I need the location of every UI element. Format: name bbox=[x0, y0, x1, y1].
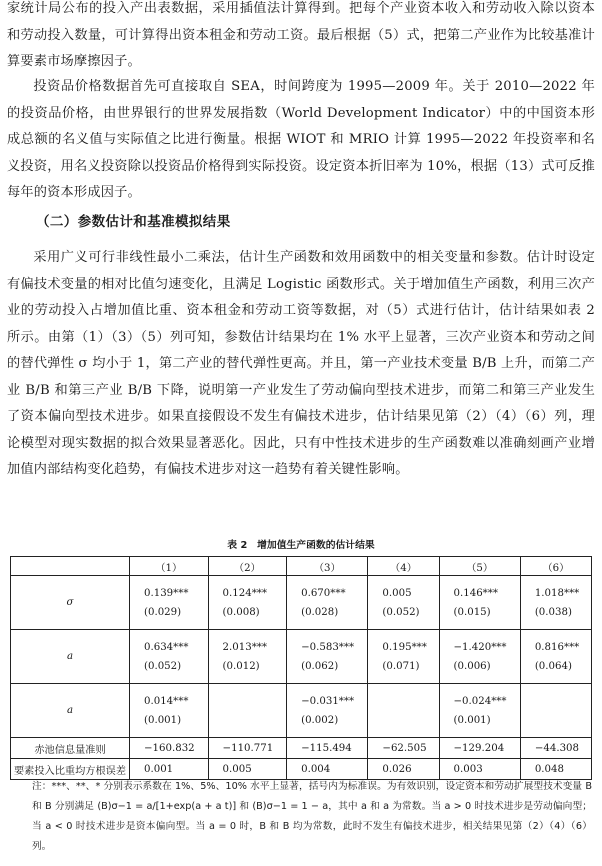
std-error: (0.015) bbox=[453, 606, 491, 618]
paragraph-2 bbox=[7, 74, 595, 207]
table-caption: 表 2 增加值生产函数的估计结果 bbox=[227, 540, 375, 551]
estimation-table bbox=[10, 556, 592, 780]
table-cell: −110.771 bbox=[208, 738, 287, 759]
table-cell bbox=[439, 630, 520, 684]
row-label-sigma: σ bbox=[11, 576, 130, 630]
paragraph-1 bbox=[7, 0, 595, 76]
coef: −0.583*** bbox=[301, 641, 355, 653]
coef: 0.670*** bbox=[301, 587, 346, 599]
table-cell bbox=[287, 576, 368, 630]
table-cell-empty bbox=[520, 684, 591, 738]
coef: 0.139*** bbox=[144, 587, 189, 599]
table-cell bbox=[130, 576, 209, 630]
header-empty-cell bbox=[11, 557, 130, 576]
coef: 2.013*** bbox=[222, 641, 267, 653]
table-cell: −62.505 bbox=[368, 738, 439, 759]
header-col-3: （3） bbox=[287, 557, 368, 576]
table-cell: −44.308 bbox=[520, 738, 591, 759]
table-cell bbox=[439, 576, 520, 630]
table-cell bbox=[520, 576, 591, 630]
table-cell bbox=[208, 630, 287, 684]
table-cell bbox=[520, 630, 591, 684]
std-error: (0.064) bbox=[534, 660, 572, 672]
std-error: (0.052) bbox=[144, 660, 182, 672]
coef: 0.005 bbox=[382, 587, 412, 599]
table-cell bbox=[130, 684, 209, 738]
std-error: (0.001) bbox=[144, 714, 182, 726]
table-note-text: 注：***、**、* 分别表示系数在 1%、5%、10% 水平上显著，括号内为标准误。为有效识别，设定资本和劳动扩展型技术变量 B 和 B 分别满足 (B)σ−1 = a/[1+exp(a + a t)] 和 (B)σ−1 = 1 − a，其中 a 和 a 为常数。当 a > 0 时技术进步是劳动偏向型；当 a < 0 时技术进步是资本偏向型。当 a = 0 时，B 和 B 均为常数，此时不发生有偏技术进步，相关结果见第（2）（4）（6）列。 bbox=[32, 781, 592, 852]
std-error: (0.012) bbox=[222, 660, 260, 672]
header-col-2: （2） bbox=[208, 557, 287, 576]
row-label-a2: a bbox=[11, 684, 130, 738]
table-cell bbox=[130, 630, 209, 684]
table-cell: −129.204 bbox=[439, 738, 520, 759]
table-row bbox=[11, 738, 592, 759]
std-error: (0.006) bbox=[453, 660, 491, 672]
std-error: (0.002) bbox=[301, 714, 339, 726]
row-label-a1: a bbox=[11, 630, 130, 684]
table-cell bbox=[208, 576, 287, 630]
row-label-aic: 赤池信息量准则 bbox=[11, 738, 130, 759]
table-note bbox=[32, 777, 592, 857]
std-error: (0.062) bbox=[301, 660, 339, 672]
std-error: (0.028) bbox=[301, 606, 339, 618]
paragraph-2-text: 投资品价格数据首先可直接取自 SEA，时间跨度为 1995—2009 年。关于 2010—2022 年的投资品价格，由世界银行的世界发展指数（World Development Indicator）中的中国资本形成总额的名义值与实际值之比进行衡量。根据 WIOT 和 MRIO 计算 1995—2022 年投资率和名义投资，用名义投资除以投资品价格得到实际投资。设定资本折旧率为 10%，根据（13）式可反推每年的资本形成因子。 bbox=[7, 79, 595, 200]
std-error: (0.008) bbox=[222, 606, 260, 618]
coef: 0.634*** bbox=[144, 641, 189, 653]
header-col-4: （4） bbox=[368, 557, 439, 576]
header-col-6: （6） bbox=[520, 557, 591, 576]
table-cell bbox=[368, 576, 439, 630]
std-error: (0.052) bbox=[382, 606, 420, 618]
row-label-rmse: 要素投入比重均方根误差 bbox=[11, 759, 130, 780]
paragraph-3 bbox=[7, 245, 595, 484]
header-col-5: （5） bbox=[439, 557, 520, 576]
table-cell: −160.832 bbox=[130, 738, 209, 759]
table-row bbox=[11, 684, 592, 738]
table-cell-empty bbox=[208, 684, 287, 738]
table-cell: 0.003 bbox=[439, 759, 520, 780]
table-cell bbox=[439, 684, 520, 738]
coef: −0.024*** bbox=[453, 695, 507, 707]
coef: 0.146*** bbox=[453, 587, 498, 599]
header-col-1: （1） bbox=[130, 557, 209, 576]
table-cell: −115.494 bbox=[287, 738, 368, 759]
coef: 0.124*** bbox=[222, 587, 267, 599]
coef: −0.031*** bbox=[301, 695, 355, 707]
paragraph-3-text: 采用广义可行非线性最小二乘法，估计生产函数和效用函数中的相关变量和参数。估计时设定有偏技术变量的相对比值匀速变化，且满足 Logistic 函数形式。关于增加值生产函数，利用三次产业的劳动投入占增加值比重、资本租金和劳动工资等数据，对（5）式进行估计，估计结果如表 2 所示。由第（1）（3）（5）列可知，参数估计结果均在 1% 水平上显著，三次产业资本和劳动之间的替代弹性 σ 均小于 1，第二产业的替代弹性更高。并且，第一产业技术变量 B/B 上升，而第二产业 B/B 和第三产业 B/B 下降，说明第一产业发生了劳动偏向型技术进步，而第二和第三产业发生了资本偏向型技术进步。如果直接假设不发生有偏技术进步，估计结果见第（2）（4）（6）列，理论模型对现实数据的拟合效果显著恶化。因此，只有中性技术进步的生产函数难以准确刻画产业增加值内部结构变化趋势，有偏技术进步对这一趋势有着关键性影响。 bbox=[7, 250, 595, 477]
coef: 1.018*** bbox=[534, 587, 580, 599]
table-cell: 0.005 bbox=[208, 759, 287, 780]
table-cell: 0.026 bbox=[368, 759, 439, 780]
table-header-row bbox=[11, 557, 592, 576]
table-row bbox=[11, 576, 592, 630]
table-cell bbox=[368, 630, 439, 684]
table-cell bbox=[287, 630, 368, 684]
coef: 0.816*** bbox=[534, 641, 580, 653]
table-cell-empty bbox=[368, 684, 439, 738]
paragraph-1-text: 家统计局公布的投入产出表数据，采用插值法计算得到。把每个产业资本收入和劳动收入除以资本和劳动投入数量，可计算得出资本租金和劳动工资。最后根据（5）式，把第二产业作为比较基准计算要素市场摩擦因子。 bbox=[7, 1, 595, 69]
table-cell: 0.001 bbox=[130, 759, 209, 780]
table-cell bbox=[287, 684, 368, 738]
std-error: (0.001) bbox=[453, 714, 491, 726]
table-cell: 0.048 bbox=[520, 759, 591, 780]
std-error: (0.029) bbox=[144, 606, 182, 618]
std-error: (0.071) bbox=[382, 660, 420, 672]
table-row bbox=[11, 630, 592, 684]
table-cell: 0.004 bbox=[287, 759, 368, 780]
section-title: （二）参数估计和基准模拟结果 bbox=[36, 214, 231, 230]
std-error: (0.038) bbox=[534, 606, 572, 618]
coef: 0.014*** bbox=[144, 695, 189, 707]
coef: −1.420*** bbox=[453, 641, 507, 653]
coef: 0.195*** bbox=[382, 641, 427, 653]
